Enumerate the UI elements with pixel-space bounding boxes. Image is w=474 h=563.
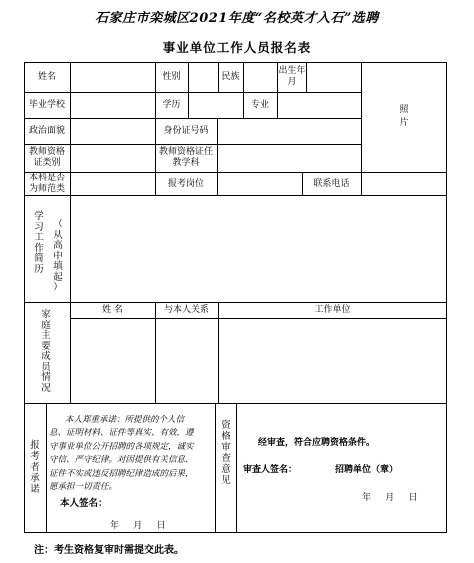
col-family-work-unit: 工作单位	[314, 305, 351, 315]
label-name: 姓名	[37, 72, 56, 82]
label-review-opinion: 资 格 审 查 意 见	[221, 420, 231, 486]
label-birth-date: 出生年月	[278, 66, 306, 87]
label-education: 学历	[162, 100, 181, 110]
label-applied-position: 报考岗位	[167, 179, 204, 189]
label-teacher-cert-type: 教师资格证类别	[28, 147, 65, 168]
pledge-line-5: 证件不实或违反招聘纪律造成的后果，	[49, 468, 194, 479]
pledge-line-1: 本人郑重承诺：所提供的个人信	[65, 415, 185, 425]
label-major: 专业	[250, 100, 269, 110]
form-title-line1: 石家庄市栾城区2021年度“名校英才入石”选聘	[95, 11, 379, 26]
review-result: 经审查，符合应聘资格条件。	[258, 438, 376, 448]
label-graduated-school: 毕业学校	[28, 100, 65, 110]
pledge-text	[49, 414, 214, 494]
label-gender: 性别	[162, 72, 181, 82]
pledge-line-4: 守信、严守纪律。对因提供有关信息、	[49, 455, 194, 466]
pledge-line-6: 愿承担一切责任。	[49, 482, 118, 493]
pledge-signature-label: 本人签名：	[60, 498, 108, 509]
label-photo: 照 片	[399, 105, 409, 128]
review-date: 年 月 日	[362, 493, 418, 503]
pledge-date: 年 月 日	[110, 521, 166, 531]
form-title-line2: 事业单位工作人员报名表	[162, 40, 312, 55]
col-family-relation: 与本人关系	[163, 305, 209, 315]
label-study-work-note: （ 从 高 中 填 起 ）	[53, 219, 63, 293]
footnote: 注：考生资格复审时需提交此表。	[34, 545, 184, 556]
label-family-members: 家 庭 主 要 成 员 情 况	[41, 309, 51, 394]
label-normal-university: 本科是否为师范类	[28, 173, 65, 194]
label-study-work-history: 学 习 工 作 简 历	[34, 211, 44, 275]
label-id-number: 身份证号码	[163, 126, 209, 136]
pledge-line-2: 息、证明材料、证件等真实、有效，遵	[49, 428, 194, 439]
label-teacher-cert-subject: 教师资格证任教学科	[159, 147, 214, 168]
label-applicant-pledge: 报 考 者 承 诺	[30, 440, 40, 495]
pledge-line-3: 守事业单位公开招聘的各项规定，诚实	[49, 441, 194, 452]
col-family-name: 姓 名	[102, 305, 123, 315]
label-political-status: 政治面貌	[28, 126, 65, 136]
review-unit-seal: 招聘单位（章）	[335, 465, 399, 475]
label-ethnicity: 民族	[221, 72, 240, 82]
label-phone: 联系电话	[313, 179, 350, 189]
review-signature-label: 审查人签名：	[243, 465, 298, 475]
